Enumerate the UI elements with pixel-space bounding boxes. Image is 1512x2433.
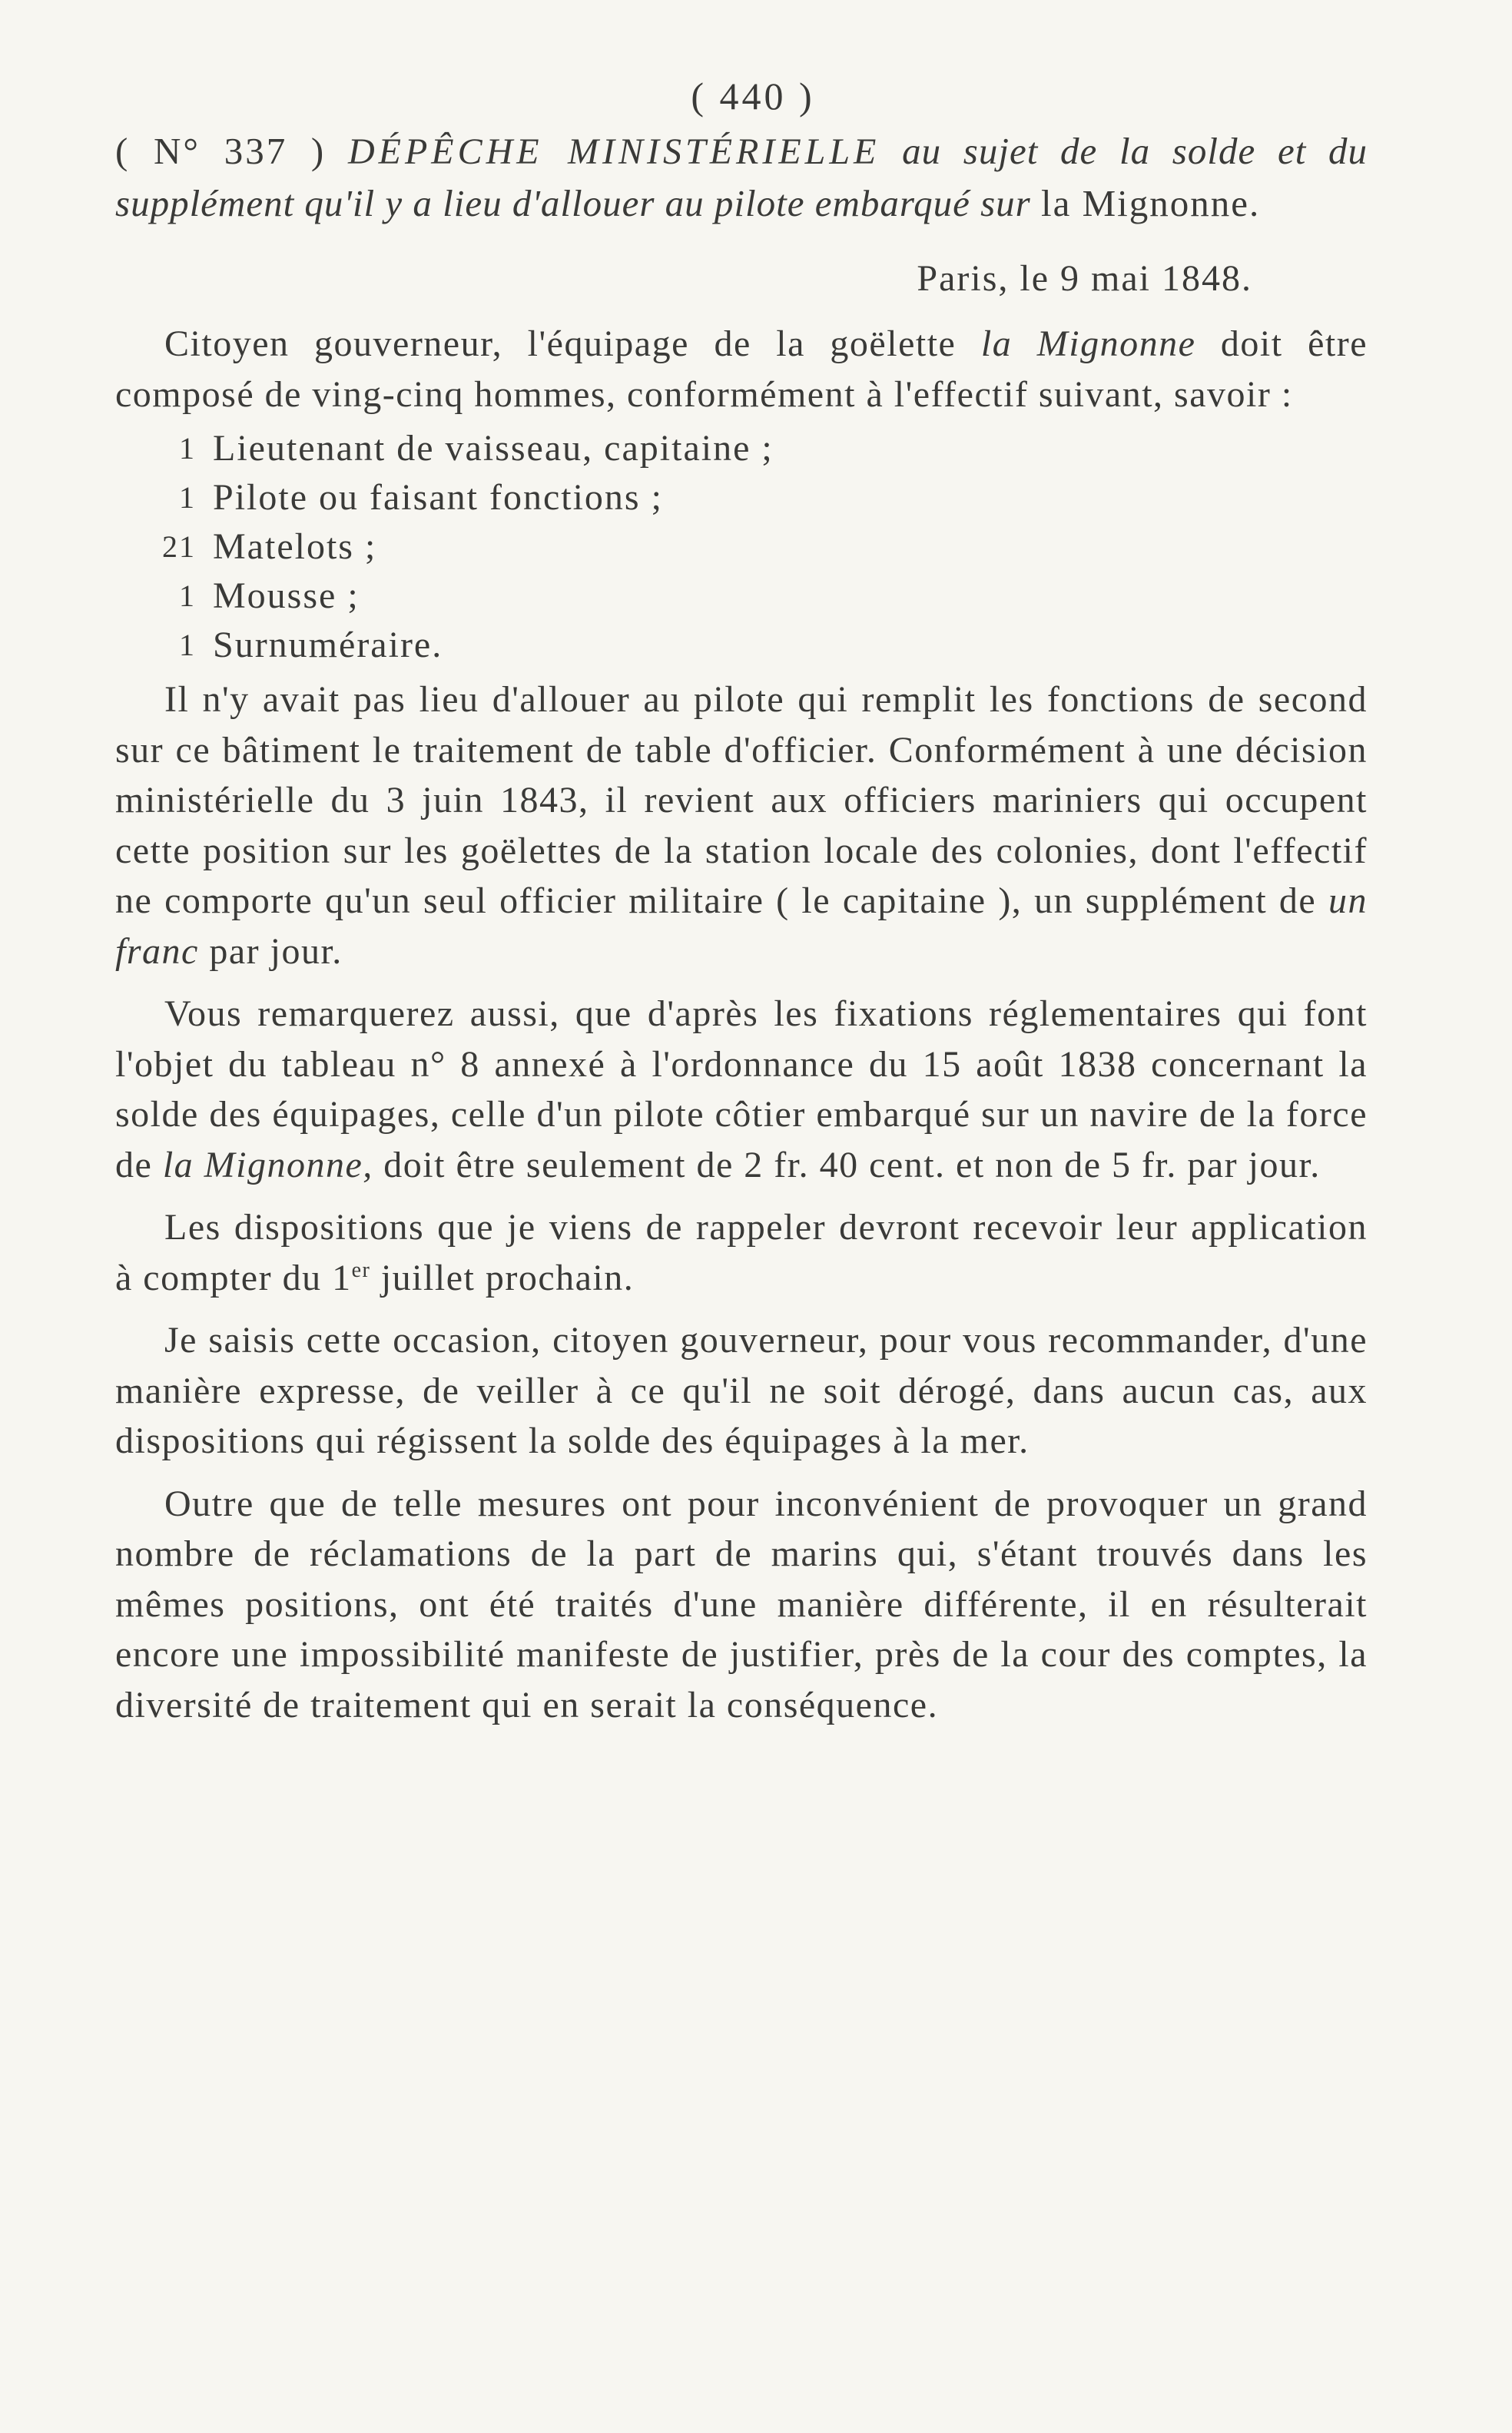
crew-role: Mousse ; [213,575,360,616]
crew-quantity: 1 [179,480,196,515]
dateline: Paris, le 9 mai 1848. [917,258,1252,299]
crew-quantity: 1 [179,578,196,613]
crew-role: Lieutenant de vaisseau, capitaine ; [213,428,774,469]
crew-list-item [115,473,1368,522]
dispatch-subject: au sujet de la solde et du supplément qu'il y a lieu d'allouer au pilote embarqué sur [115,130,1368,224]
dispatch-ship-name: la Mignonne. [1041,182,1261,224]
crew-list-item [115,424,1368,473]
page-number: ( 440 ) [691,75,815,118]
dispatch-number: ( N° 337 ) [115,130,327,172]
paragraph-1-text-a: Citoyen gouverneur, l'équipage de la goëlette [164,323,957,364]
paragraph-2-amount: un franc [115,880,1368,972]
crew-list-item [115,522,1368,572]
crew-role: Pilote ou faisant fonctions ; [213,477,663,518]
paragraph-3-text-b: doit être seulement de 2 fr. 40 cent. et non de 5 fr. par jour. [383,1144,1321,1185]
paragraph-3-ship: la Mignonne, [162,1144,373,1185]
crew-role: Matelots ; [213,526,377,567]
crew-quantity: 1 [179,431,196,466]
paragraph-4-superscript: er [351,1258,371,1282]
paragraph-3-text-a: Vous remarquerez aussi, que d'après les fixations réglementaires qui font l'objet du tableau n° 8 annexé à l'ordonnance du 15 août 1838 concernant la solde des équipages, celle d'un pilote côtier embarqué sur un navire de la force de [115,993,1368,1185]
crew-list-item [115,621,1368,670]
paragraph-6: Outre que de telle mesures ont pour inconvénient de provoquer un grand nombre de réclamations de la part de marins qui, s'étant trouvés dans les mêmes positions, ont été traités d'une manière différente, il en résulterait encore une impossibilité manifeste de justifier, près de la cour des comptes, la diversité de traitement qui en serait la conséquence. [115,1483,1368,1725]
paragraph-1-text-b: doit être composé de ving-cinq hommes, conformément à l'effectif suivant, savoir : [115,323,1368,415]
paragraph-2 [115,675,1368,976]
paragraph-4 [115,1202,1368,1303]
paragraph-2-text-a: Il n'y avait pas lieu d'allouer au pilote qui remplit les fonctions de second sur ce bâtiment le traitement de table d'officier. Conformément à une décision ministérielle du 3 juin 1843, il revient aux officiers mariniers qui occupent cette position sur les goëlettes de la station locale des colonies, dont l'effectif ne comporte qu'un seul officier militaire ( le capitaine ), un supplément de [115,679,1368,921]
dispatch-heading [115,125,1368,229]
crew-quantity: 1 [179,628,196,662]
crew-list [115,424,1368,670]
paragraph-2-text-b: par jour. [209,930,343,972]
paragraph-1-ship: la Mignonne [980,323,1196,364]
paragraph-3 [115,989,1368,1190]
paragraph-5: Je saisis cette occasion, citoyen gouverneur, pour vous recommander, d'une manière expresse, de veiller à ce qu'il ne soit dérogé, dans aucun cas, aux dispositions qui régissent la solde des équipages à la mer. [115,1320,1368,1461]
paragraph-4-text-b: juillet prochain. [380,1257,635,1298]
crew-quantity: 21 [162,529,196,564]
paragraph-1 [115,319,1368,419]
paragraph-4-text-a: Les dispositions que je viens de rappeler devront recevoir leur application à compter du 1 [115,1207,1368,1298]
crew-role: Surnuméraire. [213,625,443,665]
crew-list-item [115,572,1368,621]
document-page [115,73,1368,1730]
dispatch-title: DÉPÊCHE MINISTÉRIELLE [347,131,880,172]
